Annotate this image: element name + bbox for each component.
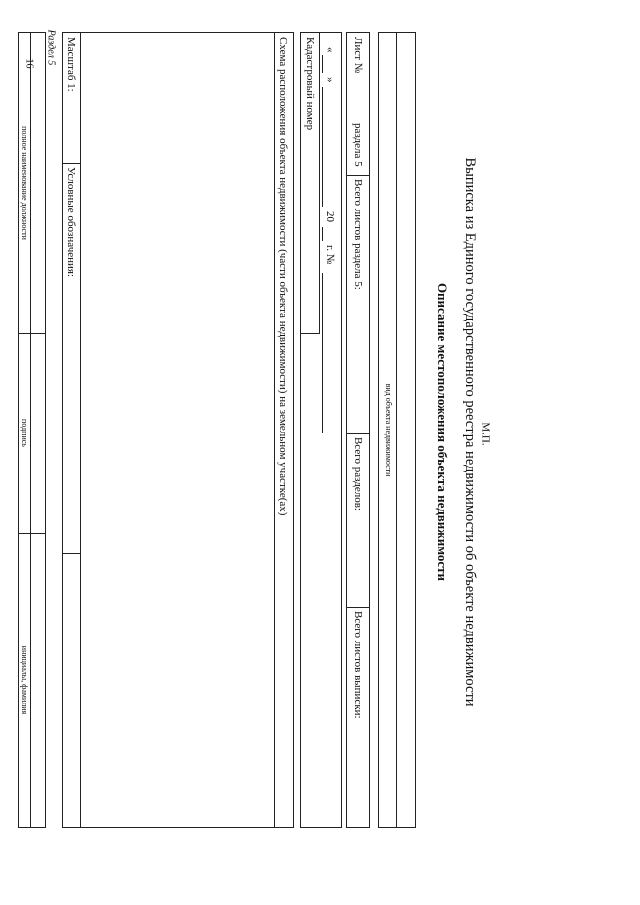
total-sheets-section-label: Всего листов раздела 5:: [352, 179, 364, 290]
divider: [347, 607, 369, 608]
date-day-line: [322, 55, 323, 73]
section-label: Раздел 5: [45, 29, 57, 66]
divider: [63, 163, 81, 164]
scheme-box: [62, 32, 294, 828]
signature-row: [18, 32, 46, 828]
total-sections-label: Всего разделов:: [352, 437, 364, 511]
cadastral-top-line: [319, 33, 320, 333]
date-month-line: [322, 87, 323, 207]
object-type-caption: вид объекта недвижимости: [384, 383, 393, 477]
document-title: Выписка из Единого государственного реестра недвижимости об объекте недвижимости: [462, 157, 478, 707]
sheet-number-label: Лист №: [352, 37, 364, 74]
stamp-placeholder: М.П.: [479, 422, 492, 446]
date-cadastral-box: [300, 32, 342, 828]
section-of-label: раздела 5: [352, 123, 364, 167]
date-open-quote: «: [324, 47, 336, 53]
divider: [347, 433, 369, 434]
divider: [63, 553, 81, 554]
divider: [347, 175, 369, 176]
initials-caption: инициалы, фамилия: [20, 645, 29, 715]
position-caption: полное наименование должности: [20, 126, 29, 240]
scheme-footer-line: [80, 33, 81, 827]
sheet-info-row: [346, 32, 370, 828]
signature-line: [30, 33, 31, 827]
object-type-box: [378, 32, 416, 828]
signature-caption: подпись: [20, 419, 29, 447]
scheme-label: Схема расположения объекта недвижимости (части объекта недвижимости) на земельном участке(ах): [277, 37, 289, 516]
legend-label: Условные обозначения:: [65, 167, 77, 278]
date-year-line: [322, 227, 323, 241]
divider: [301, 333, 320, 334]
document-subtitle: Описание местоположения объекта недвижимости: [435, 282, 450, 582]
scheme-header-line: [274, 33, 275, 827]
cadastral-label: Кадастровый номер: [304, 37, 316, 131]
scale-label: Масштаб 1:: [65, 37, 77, 92]
total-sheets-extract-label: Всего листов выписки:: [352, 611, 364, 719]
page-number: 16: [23, 58, 35, 69]
date-year-suffix: г. №: [324, 245, 336, 265]
date-year-prefix: 20: [324, 211, 336, 222]
record-number-line: [322, 273, 323, 433]
object-type-line: [396, 33, 397, 827]
date-close-quote: »: [324, 77, 336, 83]
